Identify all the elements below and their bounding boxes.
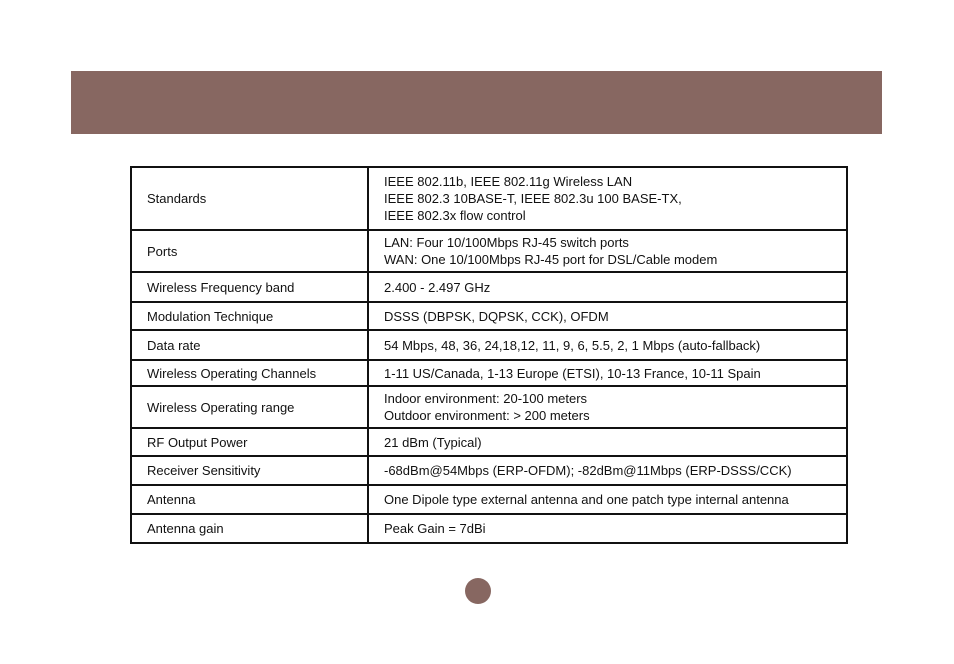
specifications-table <box>130 166 848 544</box>
spec-row <box>131 272 847 302</box>
spec-value-line: Outdoor environment: > 200 meters <box>384 408 590 423</box>
spec-value-line: LAN: Four 10/100Mbps RJ-45 switch ports <box>384 235 629 250</box>
spec-value-line: IEEE 802.3x flow control <box>384 208 526 223</box>
spec-label: Data rate <box>131 330 368 360</box>
spec-label: Antenna <box>131 485 368 514</box>
spec-label: Wireless Operating range <box>131 386 368 428</box>
spec-value <box>368 167 847 230</box>
spec-value <box>368 330 847 360</box>
spec-row <box>131 330 847 360</box>
spec-label: Modulation Technique <box>131 302 368 330</box>
header-bar <box>71 71 882 134</box>
specifications-table-body <box>131 167 847 543</box>
spec-value <box>368 456 847 485</box>
spec-value-line: IEEE 802.11b, IEEE 802.11g Wireless LAN <box>384 174 633 189</box>
spec-value <box>368 230 847 272</box>
spec-row <box>131 456 847 485</box>
spec-row <box>131 302 847 330</box>
spec-value-line: Peak Gain = 7dBi <box>384 521 486 536</box>
spec-value-line: WAN: One 10/100Mbps RJ-45 port for DSL/Cable modem <box>384 252 718 267</box>
spec-row <box>131 167 847 230</box>
spec-value-line: 2.400 - 2.497 GHz <box>384 279 491 295</box>
spec-value-line: One Dipole type external antenna and one patch type internal antenna <box>384 492 789 507</box>
spec-row <box>131 230 847 272</box>
spec-row <box>131 428 847 456</box>
spec-label: Antenna gain <box>131 514 368 543</box>
spec-label: Wireless Frequency band <box>131 272 368 302</box>
spec-value-line: -68dBm@54Mbps (ERP-OFDM); -82dBm@11Mbps (ERP-DSSS/CCK) <box>384 463 792 478</box>
spec-label: Standards <box>131 167 368 230</box>
spec-label: Receiver Sensitivity <box>131 456 368 485</box>
spec-value-line: IEEE 802.3 10BASE-T, IEEE 802.3u 100 BASE-TX, <box>384 191 682 206</box>
spec-value-line: DSSS (DBPSK, DQPSK, CCK), OFDM <box>384 308 609 324</box>
page-marker-dot <box>465 578 491 604</box>
spec-value-line: 1-11 US/Canada, 1-13 Europe (ETSI), 10-13 France, 10-11 Spain <box>384 365 761 381</box>
spec-row <box>131 386 847 428</box>
spec-value <box>368 360 847 386</box>
spec-label: Ports <box>131 230 368 272</box>
spec-value-line: 54 Mbps, 48, 36, 24,18,12, 11, 9, 6, 5.5, 2, 1 Mbps (auto-fallback) <box>384 337 761 353</box>
spec-value <box>368 302 847 330</box>
spec-value <box>368 485 847 514</box>
spec-value-line: 21 dBm (Typical) <box>384 434 482 450</box>
spec-label: RF Output Power <box>131 428 368 456</box>
spec-row <box>131 514 847 543</box>
spec-value <box>368 386 847 428</box>
spec-value-line: Indoor environment: 20-100 meters <box>384 391 588 406</box>
spec-value <box>368 428 847 456</box>
spec-value <box>368 272 847 302</box>
spec-row <box>131 485 847 514</box>
spec-row <box>131 360 847 386</box>
spec-label: Wireless Operating Channels <box>131 360 368 386</box>
spec-value <box>368 514 847 543</box>
